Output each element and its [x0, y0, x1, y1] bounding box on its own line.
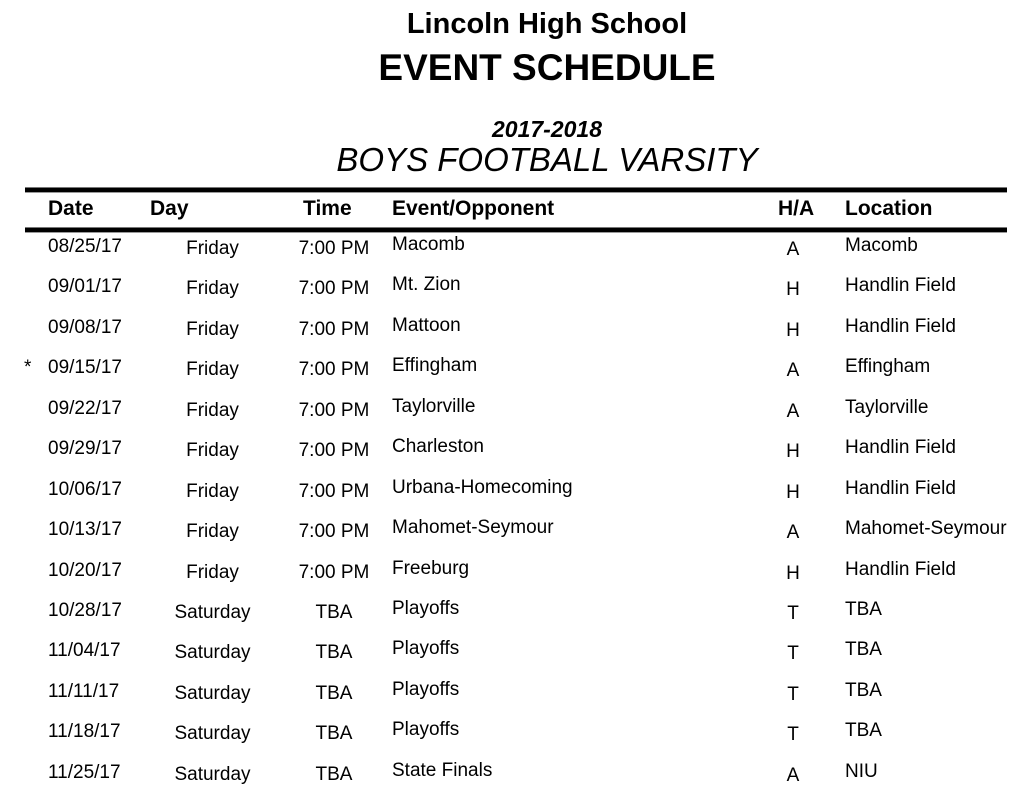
- cell-date: 11/11/17: [48, 680, 120, 702]
- cell-date: 11/04/17: [48, 640, 121, 662]
- column-header-location: Location: [845, 197, 933, 220]
- cell-time: TBA: [315, 723, 353, 745]
- cell-location: NIU: [845, 760, 878, 782]
- cell-event: Mt. Zion: [392, 274, 461, 296]
- table-row: [0, 640, 1024, 680]
- cell-day: Saturday: [174, 642, 251, 664]
- cell-date: 10/20/17: [48, 559, 122, 581]
- cell-day: Friday: [186, 359, 239, 381]
- cell-time: TBA: [315, 763, 353, 785]
- cell-time: TBA: [315, 601, 353, 623]
- cell-date: 10/28/17: [48, 599, 122, 621]
- cell-flag: *: [24, 357, 32, 379]
- table-row: [0, 476, 1024, 519]
- table-row: [0, 276, 1024, 316]
- cell-day: Friday: [186, 480, 239, 502]
- cell-location: Effingham: [845, 356, 931, 378]
- season-label: 2017-2018: [492, 116, 602, 142]
- cell-location: TBA: [845, 679, 882, 701]
- table-top-rule: [25, 187, 1007, 193]
- cell-date: 09/08/17: [48, 316, 122, 338]
- cell-ha: A: [786, 400, 800, 422]
- cell-day: Friday: [186, 278, 239, 300]
- cell-ha: H: [786, 319, 800, 341]
- cell-location: TBA: [845, 639, 882, 661]
- cell-event: Taylorville: [392, 395, 476, 417]
- cell-ha: A: [786, 239, 800, 260]
- cell-day: Friday: [186, 318, 239, 340]
- cell-event: Playoffs: [392, 597, 460, 619]
- cell-event: Freeburg: [392, 557, 470, 579]
- column-header-date: Date: [48, 197, 94, 220]
- table-row: [0, 557, 1024, 600]
- table-row: [0, 236, 1024, 276]
- cell-day: Saturday: [174, 723, 251, 745]
- table-row: [0, 395, 1024, 438]
- cell-location: TBA: [845, 598, 882, 620]
- cell-event: State Finals: [392, 759, 493, 781]
- cell-ha: A: [786, 764, 800, 786]
- school-name: Lincoln High School: [406, 8, 688, 40]
- cell-event: Effingham: [392, 355, 478, 377]
- cell-location: Handlin Field: [845, 477, 956, 499]
- team-name: BOYS FOOTBALL VARSITY: [336, 141, 758, 178]
- cell-time: 7:00 PM: [298, 480, 370, 502]
- cell-ha: T: [787, 724, 799, 746]
- cell-day: Friday: [186, 238, 239, 259]
- cell-location: Handlin Field: [845, 437, 956, 459]
- cell-ha: T: [787, 602, 799, 624]
- cell-time: TBA: [315, 682, 353, 704]
- table-row: [0, 721, 1024, 761]
- cell-event: Urbana-Homecoming: [392, 476, 573, 498]
- cell-time: 7:00 PM: [298, 440, 370, 462]
- cell-day: Saturday: [174, 601, 251, 623]
- cell-location: Handlin Field: [845, 315, 956, 337]
- cell-location: Mahomet-Seymour: [845, 518, 1007, 540]
- cell-day: Friday: [186, 561, 239, 583]
- header-bottom-rule: [25, 227, 1007, 233]
- cell-time: TBA: [315, 642, 353, 664]
- cell-time: 7:00 PM: [298, 318, 370, 340]
- schedule-rows: [0, 236, 1024, 800]
- cell-time: 7:00 PM: [298, 278, 370, 300]
- cell-event: Playoffs: [392, 638, 460, 660]
- cell-date: 11/18/17: [48, 721, 121, 743]
- table-row: [0, 314, 1024, 357]
- cell-date: 10/13/17: [48, 519, 122, 541]
- cell-event: Playoffs: [392, 678, 460, 700]
- column-header-event: Event/Opponent: [392, 197, 555, 220]
- cell-location: Taylorville: [845, 396, 929, 418]
- cell-date: 08/25/17: [48, 236, 122, 257]
- cell-location: TBA: [845, 720, 882, 742]
- cell-time: 7:00 PM: [298, 399, 370, 421]
- cell-ha: T: [787, 683, 799, 705]
- cell-location: Handlin Field: [845, 558, 956, 580]
- column-header-time: Time: [303, 197, 352, 220]
- column-header-day: Day: [150, 197, 189, 220]
- cell-ha: H: [786, 279, 800, 301]
- table-row: [0, 357, 1024, 397]
- cell-day: Friday: [186, 521, 239, 543]
- cell-event: Playoffs: [392, 719, 460, 741]
- cell-location: Handlin Field: [845, 275, 956, 297]
- cell-ha: A: [786, 522, 800, 544]
- cell-day: Friday: [186, 399, 239, 421]
- table-row: [0, 678, 1024, 721]
- table-row: [0, 759, 1024, 800]
- cell-date: 09/15/17: [48, 357, 122, 379]
- cell-day: Saturday: [174, 682, 251, 704]
- table-row: [0, 519, 1024, 559]
- cell-event: Macomb: [392, 234, 465, 255]
- cell-date: 09/22/17: [48, 397, 122, 419]
- cell-day: Friday: [186, 440, 239, 462]
- cell-event: Mahomet-Seymour: [392, 517, 554, 539]
- cell-day: Saturday: [174, 763, 251, 785]
- cell-time: 7:00 PM: [298, 521, 370, 543]
- cell-time: 7:00 PM: [298, 238, 370, 259]
- cell-ha: H: [786, 481, 800, 503]
- cell-date: 10/06/17: [48, 478, 122, 500]
- cell-time: 7:00 PM: [298, 561, 370, 583]
- table-row: [0, 438, 1024, 478]
- cell-event: Mattoon: [392, 314, 461, 336]
- cell-ha: H: [786, 441, 800, 463]
- cell-event: Charleston: [392, 436, 484, 458]
- cell-location: Macomb: [845, 235, 918, 256]
- page-title: EVENT SCHEDULE: [378, 47, 716, 88]
- cell-ha: A: [786, 360, 800, 382]
- cell-date: 11/25/17: [48, 761, 121, 783]
- column-header-ha: H/A: [778, 197, 815, 220]
- cell-ha: H: [786, 562, 800, 584]
- table-row: [0, 597, 1024, 640]
- cell-date: 09/01/17: [48, 276, 122, 298]
- cell-ha: T: [787, 643, 799, 665]
- cell-time: 7:00 PM: [298, 359, 370, 381]
- cell-date: 09/29/17: [48, 438, 122, 460]
